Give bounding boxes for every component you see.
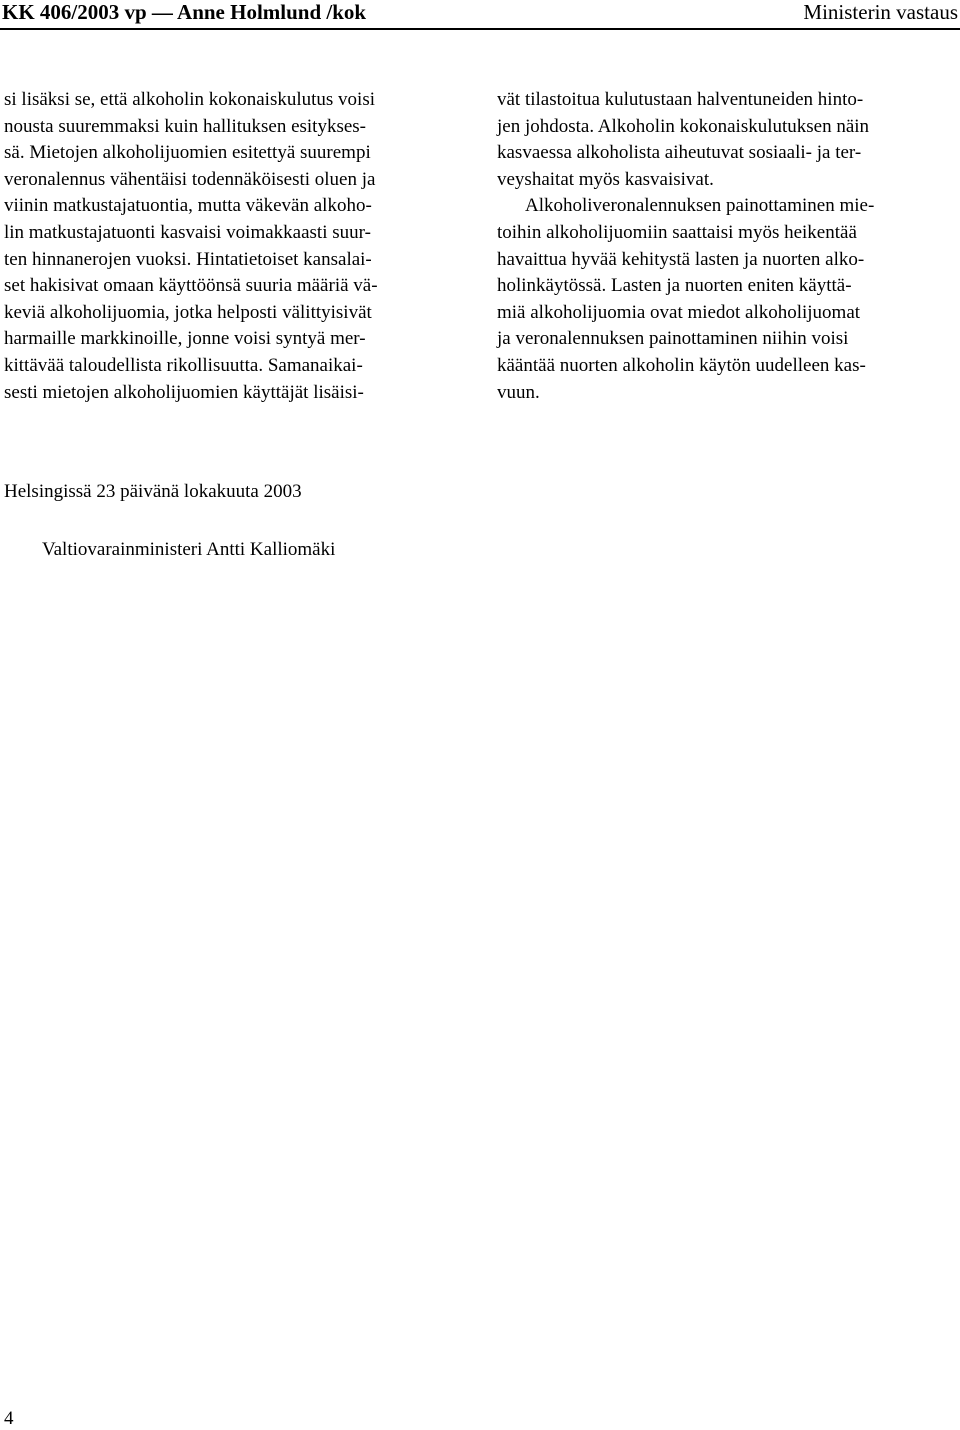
- signature-place-date: Helsingissä 23 päivänä lokakuuta 2003: [4, 481, 302, 502]
- document-reference: KK 406/2003 vp — Anne Holmlund /kok: [2, 0, 367, 24]
- text-line: sesti mietojen alkoholijuomien käyttäjät lisäisi-: [4, 381, 364, 403]
- text-line: veyshaitat myös kasvaisivat.: [497, 168, 714, 190]
- signatory-name: Valtiovarainministeri Antti Kalliomäki: [42, 539, 336, 560]
- page-number: 4: [4, 1408, 14, 1429]
- text-line: holinkäytössä. Lasten ja nuorten eniten käyttä-: [497, 275, 852, 297]
- text-line: set hakisivat omaan käyttöönsä suuria määriä vä-: [4, 275, 378, 297]
- text-line: vuun.: [497, 381, 540, 403]
- text-line: toihin alkoholijuomiin saattaisi myös heikentää: [497, 221, 857, 243]
- text-line: veronalennus vähentäisi todennäköisesti oluen ja: [4, 168, 376, 190]
- text-line: lin matkustajatuonti kasvaisi voimakkaasti suur-: [4, 221, 371, 243]
- text-line: kasvaessa alkoholista aiheutuvat sosiaali- ja ter-: [497, 142, 862, 164]
- text-line: jen johdosta. Alkoholin kokonaiskulutuksen näin: [497, 115, 870, 137]
- right-paragraph-continuation: [497, 87, 959, 193]
- header-divider: [0, 28, 960, 30]
- text-line: kääntää nuorten alkoholin käytön uudelleen kas-: [497, 354, 866, 376]
- text-line: si lisäksi se, että alkoholin kokonaiskulutus voisi: [4, 89, 376, 110]
- text-line: keviä alkoholijuomia, jotka helposti välittyisivät: [4, 301, 372, 323]
- text-line: sä. Mietojen alkoholijuomien esitettyä suurempi: [4, 142, 371, 164]
- text-line: harmaille markkinoille, jonne voisi syntyä mer-: [4, 328, 366, 350]
- text-line: miä alkoholijuomia ovat miedot alkoholijuomat: [497, 301, 861, 323]
- right-column: [497, 87, 959, 406]
- text-line: Alkoholiveronalennuksen painottaminen mie-: [525, 195, 875, 217]
- text-line: vät tilastoitua kulutustaan halventuneiden hinto-: [497, 89, 864, 110]
- text-line: nousta suuremmaksi kuin hallituksen esitykses-: [4, 115, 367, 137]
- text-line: havaittua hyvää kehitystä lasten ja nuorten alko-: [497, 248, 865, 270]
- right-paragraph-2: [497, 193, 959, 406]
- page-header: [0, 0, 960, 26]
- text-line: viinin matkustajatuontia, mutta väkevän alkoho-: [4, 195, 372, 217]
- text-line: ten hinnanerojen vuoksi. Hintatietoiset kansalai-: [4, 248, 372, 270]
- text-line: ja veronalennuksen painottaminen niihin voisi: [497, 328, 849, 350]
- left-column: [4, 87, 466, 406]
- section-title: Ministerin vastaus: [803, 0, 958, 24]
- left-column-text: [4, 87, 466, 406]
- text-line: kittävää taloudellista rikollisuutta. Samanaikai-: [4, 354, 363, 376]
